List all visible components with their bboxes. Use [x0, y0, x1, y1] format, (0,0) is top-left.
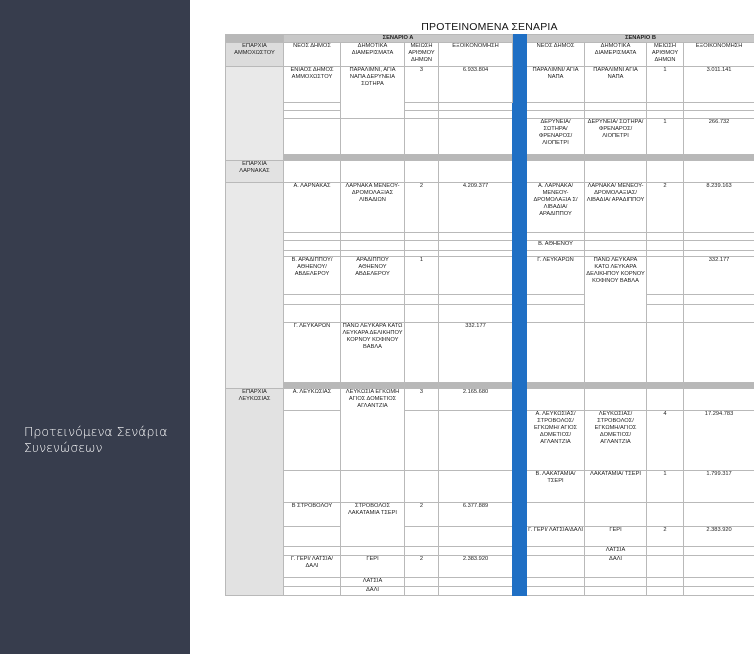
- b-districts: ΛΑΡΝΑΚΑ/ ΜΕΝΕΟΥ- ΔΡΟΜΟΛΑΞΙΑΣ/ ΛΙΒΑΔΙΑ/ ΑΡΑΔΙΠΠΟΥ: [585, 183, 647, 233]
- reduction-header-b: ΜΕΙΩΣΗ ΑΡΙΘΜΟΥ ΔΗΜΩΝ: [647, 43, 684, 67]
- b-reduction: 4: [647, 411, 684, 471]
- a-new-municipality: Α. ΛΕΥΚΩΣΙΑΣ: [284, 389, 341, 411]
- districts-header-b: ΔΗΜΟΤΙΚΑ ΔΙΑΜΕΡΙΣΜΑΤΑ: [585, 43, 647, 67]
- a-new-municipality: Β ΣΤΡΟΒΟΛΟΥ: [284, 503, 341, 527]
- province-header: ΕΠΑΡΧΙΑ ΑΜΜΟΧΩΣΤΟΥ: [226, 43, 284, 67]
- a-reduction: 3: [405, 67, 439, 103]
- sidebar-panel: [0, 0, 190, 654]
- b-savings: 332.177: [684, 257, 754, 295]
- b-reduction: 2: [647, 527, 684, 547]
- b-new-municipality: Γ. ΓΕΡΙ/ ΛΑΤΣΙΑ/ΔΑΛΙ: [527, 527, 585, 547]
- province-larnaka: ΕΠΑΡΧΙΑ ΛΑΡΝΑΚΑΣ: [226, 161, 284, 183]
- savings-header: ΕΞΟΙΚΟΝΟΜΗΣΗ: [439, 43, 513, 67]
- b-districts: ΛΑΚΑΤΑΜΙΑ/ ΤΣΕΡΙ: [585, 471, 647, 503]
- new-municipality-header-b: ΝΕΟΣ ΔΗΜΟΣ: [527, 43, 585, 67]
- b-new-municipality: ΔΕΡΥΝΕΙΑ/ ΣΩΤΗΡΑ/ ΦΡΕΝΑΡΟΣ/ ΛΙΟΠΕΤΡΙ: [527, 119, 585, 155]
- a-reduction: 2: [405, 503, 439, 527]
- b-savings: 1.799.317: [684, 471, 754, 503]
- b-new-municipality: Β. ΑΘΗΕΝΟΥ: [527, 241, 585, 251]
- a-reduction: 1: [405, 257, 439, 295]
- b-new-municipality: Β. ΛΑΚΑΤΑΜΙΑ/ ΤΣΕΡΙ: [527, 471, 585, 503]
- a-new-municipality: Α. ΛΑΡΝΑΚΑΣ: [284, 183, 341, 233]
- document-title: ΠΡΟΤΕΙΝΟΜΕΝΑ ΣΕΝΑΡΙΑ: [421, 21, 558, 33]
- b-savings: 2.383.920: [684, 527, 754, 547]
- a-reduction: 2: [405, 556, 439, 578]
- b-savings: 17.294.783: [684, 411, 754, 471]
- b-district-item: ΛΑΤΣΙΑ: [585, 547, 647, 556]
- a-new-municipality: Γ. ΓΕΡΙ/ ΛΑΤΣΙΑ/ΔΑΛΙ: [284, 556, 341, 578]
- b-reduction: 1: [647, 67, 684, 103]
- a-savings: 4.209.377: [439, 183, 513, 233]
- blue-divider-column: [513, 67, 527, 596]
- b-savings: 266.732: [684, 119, 754, 155]
- b-reduction: 1: [647, 471, 684, 503]
- new-municipality-header: ΝΕΟΣ ΔΗΜΟΣ: [284, 43, 341, 67]
- districts-header: ΔΗΜΟΤΙΚΑ ΔΙΑΜΕΡΙΣΜΑΤΑ: [341, 43, 405, 67]
- b-new-municipality: Α. ΛΕΥΚΩΣΙΑΣ/ ΣΤΡΟΒΟΛΟΣ/ ΕΓΚΩΜΗ/ ΑΓΙΟΣ ΔΟΜΕΤΙΟΣ/ ΑΓΛΑΝΤΖΙΑ: [527, 411, 585, 471]
- scenario-a-label: ΣΕΝΑΡΙΟ Α: [284, 35, 513, 43]
- a-savings: 2.383.920: [439, 556, 513, 578]
- b-districts: ΠΑΝΩ ΛΕΥΚΑΡΑ ΚΑΤΩ ΛΕΥΚΑΡΑ ΔΕΛΙΚΗΠΟΥ ΚΟΡΝΟΥ ΚΟΦΙΝΟΥ ΒΑΒΛΑ: [585, 257, 647, 323]
- blue-divider: [513, 35, 527, 43]
- b-new-municipality: Γ. ΛΕΥΚΑΡΩΝ: [527, 257, 585, 295]
- a-districts: ΠΑΝΩ ΛΕΥΚΑΡΑ ΚΑΤΩ ΛΕΥΚΑΡΑ ΔΕΛΙΚΗΠΟΥ ΚΟΡΝΟΥ ΚΟΦΙΝΟΥ ΒΑΒΛΑ: [341, 323, 405, 383]
- a-savings: 6.933.804: [439, 67, 513, 103]
- a-new-municipality: Β. ΑΡΑΔΙΠΠΟΥ/ ΑΘΗΕΝΟΥ/ ΑΒΔΕΛΕΡΟΥ: [284, 257, 341, 295]
- a-savings: 332.177: [439, 323, 513, 383]
- a-districts: ΠΑΡΑΛΙΜΝΙ, ΑΓΙΑ ΝΑΠΑ ΔΕΡΥΝΕΙΑ ΣΩΤΗΡΑ: [341, 67, 405, 119]
- a-reduction: 3: [405, 389, 439, 411]
- b-districts: ΔΕΡΥΝΕΙΑ/ ΣΩΤΗΡΑ/ ΦΡΕΝΑΡΟΣ/ ΛΙΟΠΕΤΡΙ: [585, 119, 647, 155]
- b-savings: 3.011.141: [684, 67, 754, 103]
- b-new-municipality: Α. ΛΑΡΝΑΚΑ/ ΜΕΝΕΟΥ- ΔΡΟΜΟΛΑΞΙΑ Σ/ΛΙΒΑΔΙΑ/ ΑΡΑΔΙΠΠΟΥ: [527, 183, 585, 233]
- column-header-row: [226, 43, 754, 67]
- a-new-municipality: ΕΝΙΑΟΣ ΔΗΜΟΣ ΑΜΜΟΧΩΣΤΟΥ: [284, 67, 341, 103]
- a-district-item: ΔΑΛΙ: [341, 587, 405, 596]
- a-savings: 6.377.889: [439, 503, 513, 527]
- scenarios-document: [225, 20, 754, 654]
- a-new-municipality: Γ. ΛΕΥΚΑΡΩΝ: [284, 323, 341, 383]
- a-districts: ΣΤΡΟΒΟΛΟΣ ΛΑΚΑΤΑΜΙΑ ΤΣΕΡΙ: [341, 503, 405, 547]
- a-reduction: 2: [405, 183, 439, 233]
- scenario-b-label: ΣΕΝΑΡΙΟ Β: [527, 35, 754, 43]
- slide-caption: Προτεινόμενα Σενάρια Συνενώσεων: [24, 424, 168, 455]
- province-lefkosia: ΕΠΑΡΧΙΑ ΛΕΥΚΩΣΙΑΣ: [226, 389, 284, 596]
- corner-cell: [226, 35, 284, 43]
- scenario-header-row: [226, 35, 754, 43]
- a-districts: ΛΕΥΚΩΣΙΑ ΕΓΚΩΜΗ ΑΓΙΟΣ ΔΟΜΕΤΙΟΣ ΑΓΛΑΝΤΖΙΑ: [341, 389, 405, 471]
- b-savings: 8.239.163: [684, 183, 754, 233]
- b-districts: ΓΕΡΙ: [585, 527, 647, 547]
- b-districts: ΛΕΥΚΩΣΙΑΣ/ ΣΤΡΟΒΟΛΟΣ/ ΕΓΚΩΜΗ/ΑΓΙΟΣ ΔΟΜΕΤΙΟΣ/ ΑΓΛΑΝΤΖΙΑ: [585, 411, 647, 471]
- a-savings: 2.165.680: [439, 389, 513, 411]
- a-districts: ΓΕΡΙ: [341, 556, 405, 578]
- reduction-header: ΜΕΙΩΣΗ ΑΡΙΘΜΟΥ ΔΗΜΩΝ: [405, 43, 439, 67]
- b-reduction: 2: [647, 183, 684, 233]
- b-districts: ΠΑΡΑΛΙΜΝΙ ΑΓΙΑ ΝΑΠΑ: [585, 67, 647, 103]
- savings-header-b: ΕΞΟΙΚΟΝΟΜΗΣΗ: [684, 43, 754, 67]
- a-districts: ΛΑΡΝΑΚΑ ΜΕΝΕΟΥ- ΔΡΟΜΟΛΑΞΙΑΣ ΛΙΒΑΔΙΩΝ: [341, 183, 405, 233]
- b-district-item: ΔΑΛΙ: [585, 556, 647, 578]
- table-row: [226, 67, 754, 103]
- a-district-item: ΛΑΤΣΙΑ: [341, 578, 405, 587]
- scenarios-table: [225, 34, 754, 596]
- b-reduction: 1: [647, 119, 684, 155]
- a-districts: ΑΡΑΔΙΠΠΟΥ ΑΘΗΕΝΟΥ ΑΒΔΕΛΕΡΟΥ: [341, 257, 405, 295]
- b-new-municipality: ΠΑΡΑΛΙΜΝΙ/ ΑΓΙΑ ΝΑΠΑ: [527, 67, 585, 103]
